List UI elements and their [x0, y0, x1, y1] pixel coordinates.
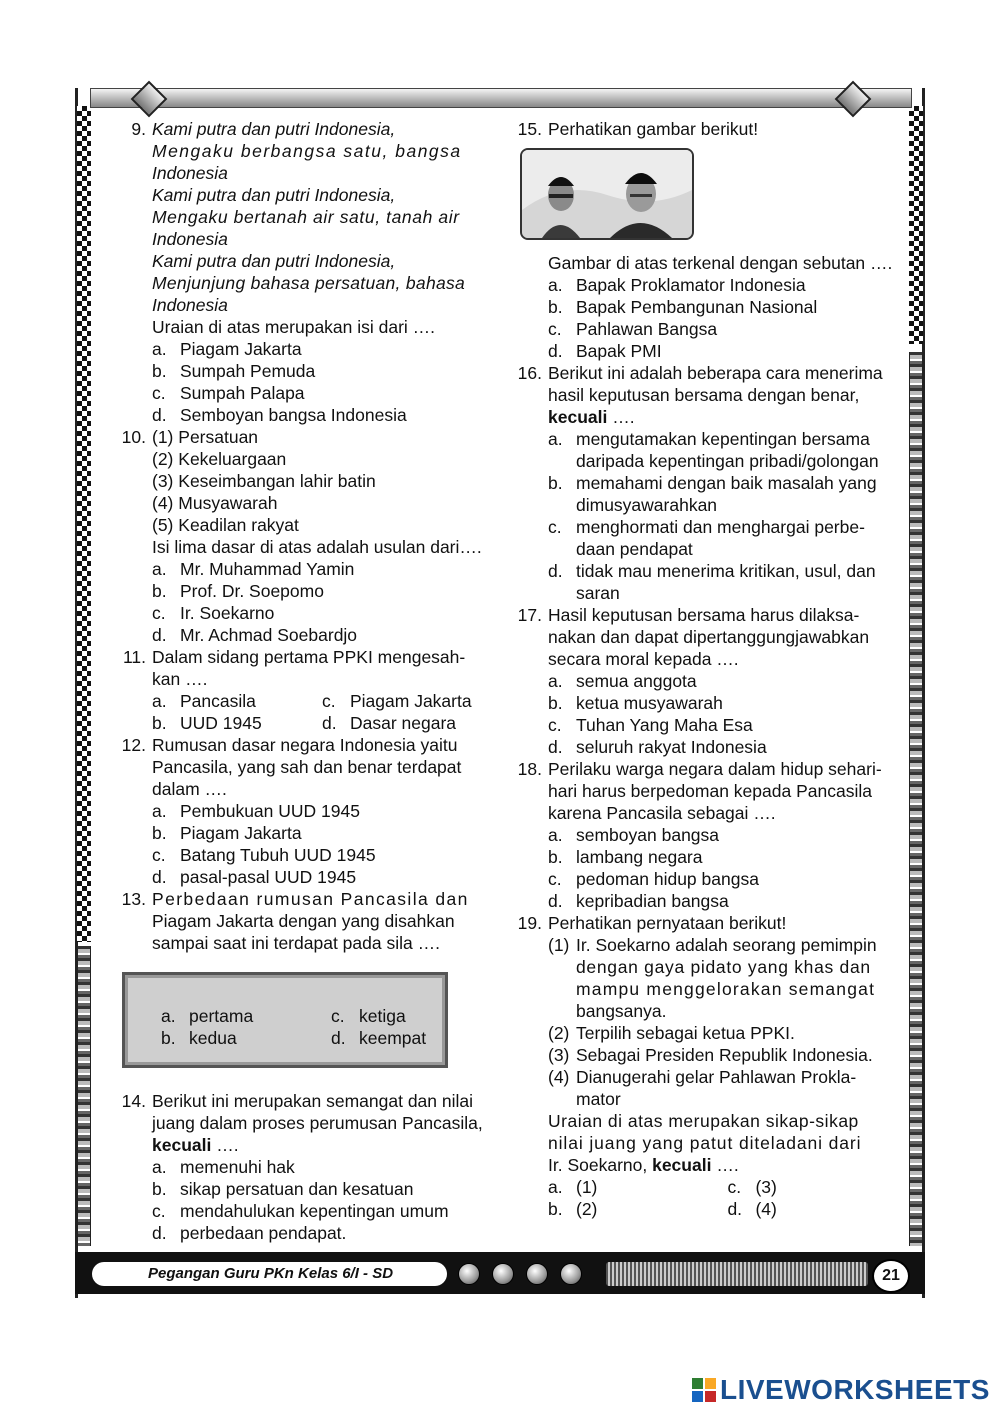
option-letter: d. — [152, 405, 167, 425]
question-15-body — [508, 252, 898, 362]
question-stem — [152, 1134, 492, 1156]
stem-tail: …. — [211, 1135, 239, 1155]
question-stem: Perhatikan pernyataan berikut! — [548, 913, 787, 933]
question-number: 11. — [122, 647, 146, 667]
option-text: pedoman hidup bangsa — [576, 869, 759, 889]
option-d[interactable] — [152, 866, 492, 888]
option-letter: d. — [548, 891, 563, 911]
question-number: 16. — [517, 363, 542, 383]
option-letter: c. — [152, 1201, 166, 1221]
option-text: tidak mau menerima kritikan, usul, dan — [576, 561, 876, 581]
item-number: (1) — [152, 427, 174, 447]
option-letter: c. — [548, 869, 562, 889]
option-letter: c. — [331, 1006, 345, 1026]
question-stem: nakan dan dapat dipertanggungjawabkan — [548, 627, 870, 647]
question-18 — [508, 758, 898, 912]
option-letter: a. — [152, 801, 167, 821]
option-text: Piagam Jakarta — [180, 823, 302, 843]
option-text: Batang Tubuh UUD 1945 — [180, 845, 376, 865]
option-text: Prof. Dr. Soepomo — [180, 581, 324, 601]
option-text: (1) — [576, 1177, 598, 1197]
question-stem: nilai juang yang patut diteladani dari — [548, 1133, 862, 1153]
bamboo-frame-box — [122, 972, 448, 1068]
question-number: 15. — [517, 119, 542, 139]
option-letter: a. — [161, 1006, 176, 1026]
option-text: lambang negara — [576, 847, 703, 867]
option-text: Pembukuan UUD 1945 — [180, 801, 360, 821]
question-10 — [112, 426, 492, 646]
statement-text: Dianugerahi gelar Pahlawan Prokla- — [576, 1067, 857, 1087]
option-text: Mr. Achmad Soebardjo — [180, 625, 358, 645]
option-letter: d. — [322, 713, 337, 733]
statement-text: bangsanya. — [576, 1001, 667, 1021]
option-text: menghormati dan menghargai perbe- — [576, 517, 865, 537]
option-d[interactable] — [152, 624, 492, 646]
question-15 — [508, 118, 898, 140]
option-text: memahami dengan baik masalah yang — [576, 473, 877, 493]
question-stem: secara moral kepada …. — [548, 649, 739, 669]
list-item — [152, 448, 492, 470]
stem-tail: …. — [711, 1155, 739, 1175]
poem-line: Kami putra dan putri Indonesia, — [152, 119, 396, 139]
question-stem: kan …. — [152, 669, 208, 689]
item-number: (2) — [548, 1023, 570, 1043]
item-number: (2) — [152, 449, 174, 469]
item-number: (1) — [548, 935, 570, 955]
poem-line: Kami putra dan putri Indonesia, — [152, 251, 396, 271]
item-number: (3) — [152, 471, 174, 491]
item-text: Keadilan rakyat — [178, 515, 299, 535]
option-text: daan pendapat — [576, 539, 693, 559]
question-stem: Dalam sidang pertama PPKI mengesah- — [152, 647, 466, 667]
question-14 — [112, 1090, 492, 1244]
option-text: Bapak Proklamator Indonesia — [576, 275, 806, 295]
option-letter: c. — [548, 517, 562, 537]
option-row — [548, 1198, 898, 1220]
question-13 — [112, 888, 492, 954]
kecuali-keyword: kecuali — [652, 1155, 712, 1175]
option-b[interactable] — [548, 296, 898, 318]
option-text: Tuhan Yang Maha Esa — [576, 715, 753, 735]
statement-text: Ir. Soekarno adalah seorang pemimpin — [576, 935, 877, 955]
footer-rail — [606, 1262, 868, 1286]
statement-text: mator — [576, 1089, 621, 1109]
question-stem — [548, 1154, 898, 1176]
question-stem: sampai saat ini terdapat pada sila …. — [152, 933, 440, 953]
question-stem: Perilaku warga negara dalam hidup sehari- — [548, 759, 882, 779]
item-number: (3) — [548, 1045, 570, 1065]
option-letter: a. — [152, 339, 167, 359]
option-letter: a. — [548, 825, 563, 845]
question-stem: hari harus berpedoman kepada Pancasila — [548, 781, 872, 801]
question-stem: Perbedaan rumusan Pancasila dan — [152, 889, 469, 909]
option-c[interactable] — [152, 1200, 492, 1222]
option-letter: c. — [152, 603, 166, 623]
option-text: kepribadian bangsa — [576, 891, 729, 911]
option-text: Bapak PMI — [576, 341, 662, 361]
option-d[interactable] — [548, 736, 898, 758]
option-letter: d. — [152, 1223, 167, 1243]
question-number: 14. — [121, 1091, 146, 1111]
option-letter: a. — [152, 1157, 167, 1177]
option-a[interactable] — [548, 274, 898, 296]
statement-text: mampu menggelorakan semangat — [576, 979, 876, 999]
question-12 — [112, 734, 492, 888]
kecuali-keyword: kecuali — [548, 407, 608, 427]
item-text: Kekeluargaan — [178, 449, 287, 469]
option-text: kedua — [189, 1028, 237, 1048]
liveworksheets-logo-icon — [692, 1378, 716, 1402]
option-text: Dasar negara — [350, 713, 457, 733]
question-stem: dalam …. — [152, 779, 227, 799]
item-text: Keseimbangan lahir batin — [178, 471, 376, 491]
option-d[interactable] — [548, 560, 898, 604]
question-stem: Hasil keputusan bersama harus dilaksa- — [548, 605, 860, 625]
option-row — [161, 1027, 519, 1049]
option-text: seluruh rakyat Indonesia — [576, 737, 767, 757]
right-chain-border — [909, 352, 923, 1246]
list-item — [152, 426, 492, 448]
question-16 — [508, 362, 898, 604]
question-19 — [508, 912, 898, 1220]
option-b[interactable] — [152, 360, 492, 382]
question-stem: Piagam Jakarta dengan yang disahkan — [152, 911, 455, 931]
option-text: sikap persatuan dan kesatuan — [180, 1179, 414, 1199]
footer-dot-icon — [458, 1263, 480, 1285]
two-men-photo-illustration — [522, 150, 692, 238]
statement-3 — [548, 1044, 898, 1066]
page-number: 21 — [872, 1259, 910, 1293]
option-text: Semboyan bangsa Indonesia — [180, 405, 407, 425]
left-checker-border — [77, 106, 91, 942]
option-text: Sumpah Pemuda — [180, 361, 316, 381]
question-number: 18. — [517, 759, 542, 779]
option-letter: d. — [548, 737, 563, 757]
option-letter: d. — [548, 341, 563, 361]
question-number: 9. — [131, 119, 146, 139]
left-column — [112, 118, 492, 1244]
list-item — [152, 514, 492, 536]
item-text: Persatuan — [178, 427, 259, 447]
option-a[interactable] — [152, 690, 322, 712]
question-stem: Rumusan dasar negara Indonesia yaitu — [152, 735, 458, 755]
list-item — [152, 470, 492, 492]
option-b[interactable] — [548, 472, 898, 516]
question-stem: hasil keputusan bersama dengan benar, — [548, 385, 860, 405]
option-b[interactable] — [152, 580, 492, 602]
poem-line: Mengaku berbangsa satu, bangsa — [152, 141, 462, 161]
poem-line: Kami putra dan putri Indonesia, — [152, 185, 396, 205]
frame-options — [161, 1005, 519, 1049]
poem-line: Menjunjung bahasa persatuan, bahasa — [152, 273, 466, 293]
statement-text: Sebagai Presiden Republik Indonesia. — [576, 1045, 873, 1065]
option-letter: b. — [152, 1179, 167, 1199]
option-text: mengutamakan kepentingan bersama — [576, 429, 870, 449]
option-letter: b. — [548, 847, 563, 867]
option-b[interactable] — [152, 1178, 492, 1200]
option-row — [548, 1176, 898, 1198]
option-b[interactable] — [548, 846, 898, 868]
poem-line: Indonesia — [152, 229, 228, 249]
option-letter: b. — [548, 297, 563, 317]
option-letter: d. — [727, 1199, 743, 1219]
option-text: ketua musyawarah — [576, 693, 723, 713]
question-stem: Uraian di atas merupakan isi dari …. — [152, 317, 436, 337]
question-number: 12. — [121, 735, 146, 755]
option-letter: d. — [152, 867, 167, 887]
item-number: (4) — [548, 1067, 570, 1087]
question-17 — [508, 604, 898, 758]
option-letter: a. — [548, 671, 563, 691]
option-letter: a. — [548, 275, 563, 295]
option-text: perbedaan pendapat. — [180, 1223, 347, 1243]
option-a[interactable] — [152, 800, 492, 822]
stem-text: Ir. Soekarno, — [548, 1155, 653, 1175]
statement-4 — [548, 1066, 898, 1110]
option-letter: c. — [548, 715, 562, 735]
option-d[interactable] — [548, 890, 898, 912]
option-text: Bapak Pembangunan Nasional — [576, 297, 818, 317]
option-letter: d. — [331, 1028, 346, 1048]
option-letter: a. — [152, 559, 167, 579]
option-text: Piagam Jakarta — [350, 691, 472, 711]
option-b[interactable] — [161, 1027, 331, 1049]
option-text: mendahulukan kepentingan umum — [180, 1201, 449, 1221]
question-stem: Isi lima dasar di atas adalah usulan dari…. — [152, 537, 482, 557]
question-stem: juang dalam proses perumusan Pancasila, — [152, 1113, 483, 1133]
option-b[interactable] — [548, 1198, 727, 1220]
option-text: Ir. Soekarno — [180, 603, 275, 623]
option-row — [152, 690, 492, 712]
footer-dot-icon — [560, 1263, 582, 1285]
poem-line: Indonesia — [152, 295, 228, 315]
option-text: Pancasila — [180, 691, 256, 711]
item-number: (4) — [152, 493, 174, 513]
item-text: Musyawarah — [178, 493, 278, 513]
question-number: 19. — [517, 913, 542, 933]
option-letter: b. — [161, 1028, 176, 1048]
top-bar — [90, 88, 912, 108]
option-text: UUD 1945 — [180, 713, 262, 733]
option-c[interactable] — [727, 1176, 898, 1198]
poem-line: Mengaku bertanah air satu, tanah air — [152, 207, 460, 227]
option-letter: c. — [548, 319, 562, 339]
option-letter: a. — [548, 429, 563, 449]
option-text: semua anggota — [576, 671, 697, 691]
option-letter: b. — [152, 361, 167, 381]
poem-line: Indonesia — [152, 163, 228, 183]
statement-2 — [548, 1022, 898, 1044]
option-d[interactable] — [322, 712, 492, 734]
option-b[interactable] — [152, 712, 322, 734]
option-text: ketiga — [359, 1006, 406, 1026]
right-column — [508, 118, 898, 1220]
liveworksheets-brand[interactable] — [692, 1374, 990, 1406]
question-stem: Berikut ini merupakan semangat dan nilai — [152, 1091, 474, 1111]
brand-text: LIVEWORKSHEETS — [720, 1374, 990, 1405]
option-letter: d. — [548, 561, 563, 581]
question-stem — [548, 406, 898, 428]
option-c[interactable] — [331, 1005, 519, 1027]
option-letter: b. — [548, 693, 563, 713]
question-stem: karena Pancasila sebagai …. — [548, 803, 776, 823]
option-text: memenuhi hak — [180, 1157, 295, 1177]
option-text: keempat — [359, 1028, 427, 1048]
option-text: saran — [576, 583, 620, 603]
option-b[interactable] — [548, 692, 898, 714]
option-c[interactable] — [152, 844, 492, 866]
option-letter: b. — [152, 823, 167, 843]
question-number: 10. — [121, 427, 146, 447]
question-number: 17. — [517, 605, 542, 625]
option-d[interactable] — [548, 340, 898, 362]
option-d[interactable] — [331, 1027, 519, 1049]
footer-dot-icon — [492, 1263, 514, 1285]
option-a[interactable] — [152, 1156, 492, 1178]
option-letter: b. — [152, 713, 167, 733]
statement-text: dengan gaya pidato yang khas dan — [576, 957, 871, 977]
question-9 — [112, 118, 492, 426]
question-stem: Uraian di atas merupakan sikap-sikap — [548, 1111, 859, 1131]
option-a[interactable] — [161, 1005, 331, 1027]
option-text: daripada kepentingan pribadi/golongan — [576, 451, 879, 471]
item-number: (5) — [152, 515, 174, 535]
option-c[interactable] — [322, 690, 492, 712]
left-chain-border — [77, 946, 91, 1246]
option-letter: c. — [322, 691, 336, 711]
option-letter: a. — [152, 691, 167, 711]
option-text: dimusyawarahkan — [576, 495, 718, 515]
option-text: pasal-pasal UUD 1945 — [180, 867, 357, 887]
option-row — [161, 1005, 519, 1027]
option-d[interactable] — [152, 1222, 492, 1244]
option-c[interactable] — [152, 382, 492, 404]
footer-dot-icon — [526, 1263, 548, 1285]
kecuali-keyword: kecuali — [152, 1135, 212, 1155]
option-a[interactable] — [152, 338, 492, 360]
question-stem: Berikut ini adalah beberapa cara menerima — [548, 363, 883, 383]
option-text: (4) — [755, 1199, 777, 1219]
option-b[interactable] — [152, 822, 492, 844]
right-checker-border — [909, 106, 923, 344]
option-a[interactable] — [548, 428, 898, 472]
option-letter: b. — [548, 1199, 563, 1219]
question-stem: Pancasila, yang sah dan benar terdapat — [152, 757, 462, 777]
question-stem: Gambar di atas terkenal dengan sebutan …. — [548, 253, 893, 273]
option-text: Sumpah Palapa — [180, 383, 305, 403]
question-11 — [112, 646, 492, 734]
option-letter: b. — [548, 473, 563, 493]
option-c[interactable] — [548, 868, 898, 890]
option-letter: d. — [152, 625, 167, 645]
question-stem: Perhatikan gambar berikut! — [548, 119, 759, 139]
option-text: (3) — [755, 1177, 777, 1197]
statement-1 — [548, 934, 898, 1022]
stem-tail: …. — [607, 407, 635, 427]
option-text: semboyan bangsa — [576, 825, 720, 845]
option-a[interactable] — [548, 670, 898, 692]
option-c[interactable] — [548, 318, 898, 340]
option-letter: c. — [152, 383, 166, 403]
option-text: pertama — [189, 1006, 254, 1026]
option-c[interactable] — [548, 516, 898, 560]
option-d[interactable] — [727, 1198, 898, 1220]
footer-title: Pegangan Guru PKn Kelas 6/I - SD — [92, 1262, 447, 1286]
option-a[interactable] — [152, 558, 492, 580]
option-row — [152, 712, 492, 734]
historical-photo — [520, 148, 694, 240]
option-letter: c. — [152, 845, 166, 865]
option-c[interactable] — [548, 714, 898, 736]
option-letter: c. — [727, 1177, 742, 1197]
option-letter: a. — [548, 1177, 563, 1197]
option-c[interactable] — [152, 602, 492, 624]
option-d[interactable] — [152, 404, 492, 426]
statement-text: Terpilih sebagai ketua PPKI. — [576, 1023, 795, 1043]
question-number: 13. — [121, 889, 146, 909]
option-text: Mr. Muhammad Yamin — [180, 559, 355, 579]
option-letter: b. — [152, 581, 167, 601]
option-text: Piagam Jakarta — [180, 339, 302, 359]
option-text: (2) — [576, 1199, 598, 1219]
option-a[interactable] — [548, 824, 898, 846]
option-a[interactable] — [548, 1176, 727, 1198]
list-item — [152, 492, 492, 514]
option-text: Pahlawan Bangsa — [576, 319, 718, 339]
